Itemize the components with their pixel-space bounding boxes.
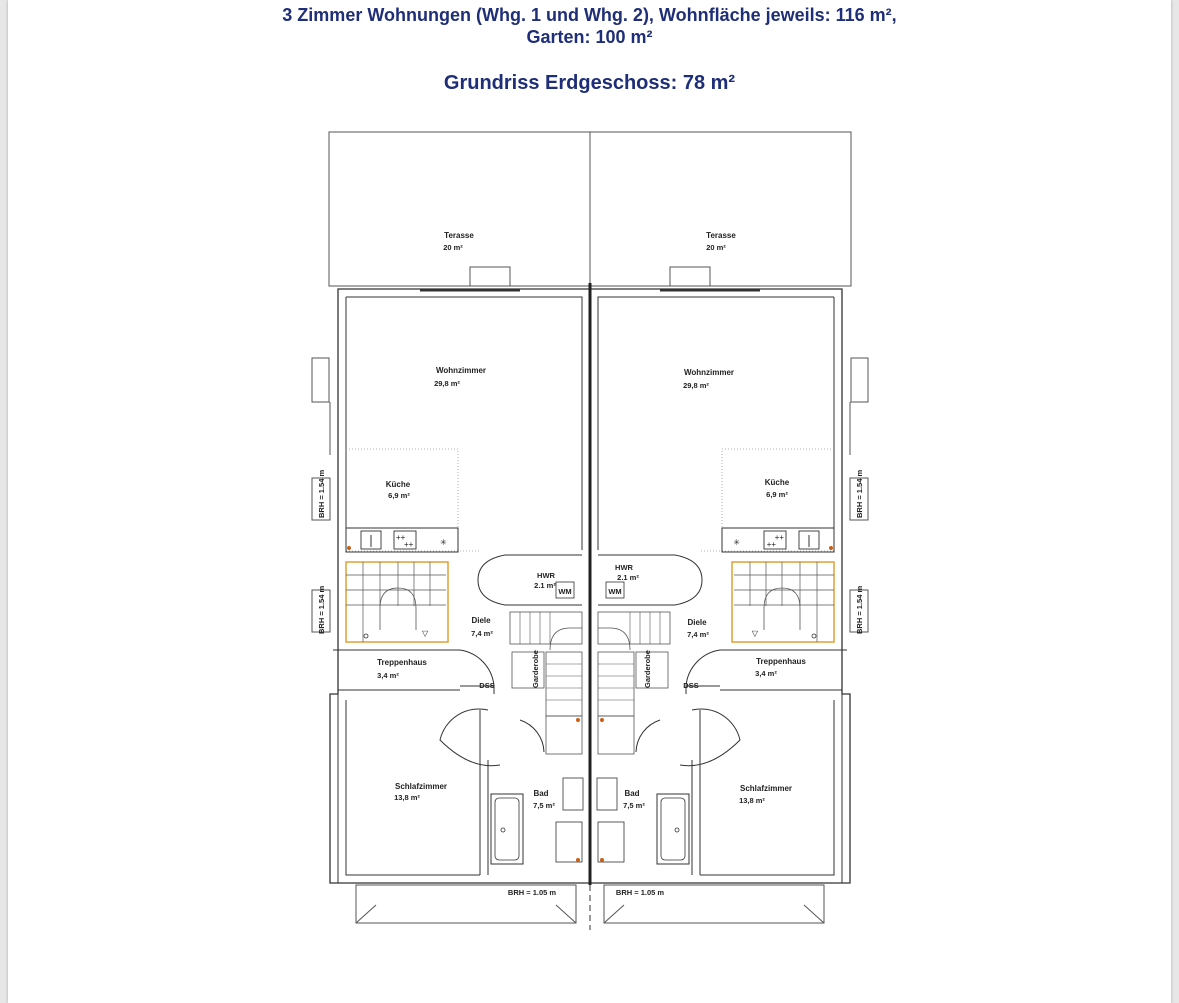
bedroom-area: 13,8 m² [739, 796, 765, 805]
stair-label: Treppenhaus [377, 658, 427, 667]
bath-area: 7,5 m² [533, 801, 555, 810]
unit-right-labels [608, 231, 864, 897]
hall-label: Diele [471, 616, 491, 625]
living-label: Wohnzimmer [435, 366, 487, 375]
brh-upper: BRH = 1.54 m [317, 469, 326, 518]
bedroom-area: 13,8 m² [394, 793, 420, 802]
hall-area: 7,4 m² [687, 630, 709, 639]
kitchen-area: 6,9 m² [388, 491, 410, 500]
floor-plan-subtitle: Grundriss Erdgeschoss: 78 m² [443, 72, 736, 94]
hall-label: Diele [687, 618, 707, 627]
bedroom-label: Schlafzimmer [739, 784, 793, 793]
brh-bottom: BRH = 1.05 m [615, 888, 665, 897]
washer-label: WM [558, 587, 572, 596]
bedroom-label: Schlafzimmer [394, 782, 448, 791]
utility-area: 2.1 m² [534, 581, 556, 590]
title-line-2: Garten: 100 m² [526, 27, 653, 47]
brh-lower: BRH = 1.54 m [317, 585, 326, 634]
utility-area: 2.1 m² [617, 573, 639, 582]
stair-area: 3,4 m² [755, 669, 777, 678]
cloak-label: Garderobe [531, 650, 540, 688]
utility-label: HWR [615, 563, 633, 572]
living-label: Wohnzimmer [683, 368, 735, 377]
title-line-1: 3 Zimmer Wohnungen (Whg. 1 und Whg. 2), Wohnfläche jeweils: 116 m², [282, 5, 897, 25]
hall-area: 7,4 m² [471, 629, 493, 638]
bath-label: Bad [624, 789, 640, 798]
terrace-label: Terasse [444, 231, 474, 240]
kitchen-label: Küche [385, 480, 411, 489]
stair-label: Treppenhaus [756, 657, 806, 666]
brh-bottom: BRH = 1.05 m [507, 888, 557, 897]
terrace-area: 20 m² [706, 243, 726, 252]
brh-lower: BRH = 1.54 m [855, 585, 864, 634]
kitchen-area: 6,9 m² [766, 490, 788, 499]
kitchen-label: Küche [764, 478, 790, 487]
terrace-area: 20 m² [443, 243, 463, 252]
dss-label: DSS [683, 681, 699, 690]
bath-label: Bad [533, 789, 549, 798]
brh-upper: BRH = 1.54 m [855, 469, 864, 518]
living-area: 29,8 m² [683, 381, 709, 390]
living-area: 29,8 m² [434, 379, 460, 388]
cloak-label: Garderobe [643, 650, 652, 688]
unit-left-labels [317, 231, 572, 897]
terrace-label: Terasse [706, 231, 736, 240]
stair-area: 3,4 m² [377, 671, 399, 680]
dss-label: DSS [479, 681, 495, 690]
utility-label: HWR [537, 571, 555, 580]
washer-label: WM [608, 587, 622, 596]
bath-area: 7,5 m² [623, 801, 645, 810]
